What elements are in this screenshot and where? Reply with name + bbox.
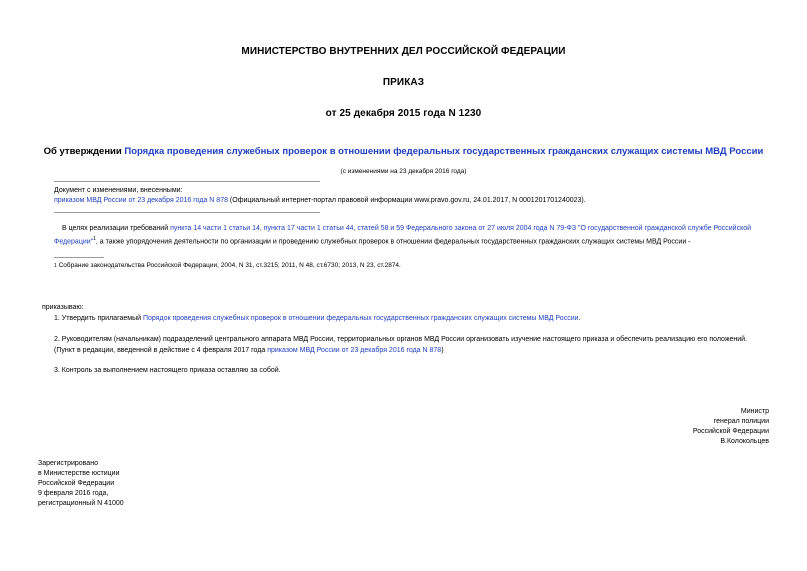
date-number: от 25 декабря 2015 года N 1230 <box>325 108 482 119</box>
amended-note: (с изменениями на 23 декабря 2016 года) <box>340 168 467 175</box>
item1-prefix: 1. Утвердить прилагаемый <box>54 315 143 322</box>
preamble-intro: В целях реализации требований <box>62 225 171 232</box>
item2-note-suffix: ) <box>441 347 444 354</box>
order-item-1 <box>54 314 774 324</box>
doc-type-heading: ПРИКАЗ <box>382 77 425 88</box>
changes-line2 <box>54 196 774 206</box>
preamble-rest: , а также упорядочения деятельности по организации и проведению служебных проверок в отношении федеральных государственных гражданских служащих системы МВД России - <box>95 238 691 246</box>
doc-title <box>0 146 807 157</box>
ministry-heading: МИНИСТЕРСТВО ВНУТРЕННИХ ДЕЛ РОССИЙСКОЙ ФЕДЕРАЦИИ <box>241 46 566 57</box>
registration-line-4: 9 февраля 2016 года, <box>38 490 109 497</box>
item2-note-prefix: (Пункт в редакции, введенной в действие с 4 февраля 2017 года <box>54 347 268 354</box>
order-item-2: 2. Руководителям (начальникам) подразделений центрального аппарата МВД России, территориальных органов МВД России организовать изучение настоящего приказа и обеспечить реализацию его положений. <box>54 336 748 343</box>
footnote-marker: 1 <box>54 263 57 269</box>
preamble <box>54 224 774 247</box>
signature-line-1: Министр <box>740 408 769 415</box>
signature-line-3: Российской Федерации <box>692 428 769 435</box>
signature-line-2: генерал полиции <box>713 418 769 425</box>
footnote-rule <box>54 257 104 258</box>
order-item-3: 3. Контроль за выполнением настоящего приказа оставляю за собой. <box>54 367 281 374</box>
title-prefix: Об утверждении <box>43 146 125 157</box>
order-item-2-note <box>54 346 774 356</box>
footnote-text: Собрание законодательства Российской Федерации, 2004, N 31, ст.3215; 2011, N 48, ст.6730; 2013, N 23, ст.2874. <box>56 262 401 269</box>
item1-suffix: . <box>578 315 581 322</box>
prikazyvayu: приказываю: <box>42 304 84 311</box>
item1-link[interactable]: Порядок проведения служебных проверок в отношении федеральных государственных гражданских служащих системы МВД России <box>142 315 579 322</box>
changes-rest: (Официальный интернет-портал правовой информации www.pravo.gov.ru, 24.01.2017, N 0001201701240023). <box>227 197 586 204</box>
preamble-footnote-ref[interactable]: 1 <box>93 236 96 242</box>
registration-line-2: в Министерстве юстиции <box>38 470 120 477</box>
registration-line-5: регистрационный N 41000 <box>38 500 124 507</box>
title-link[interactable]: Порядка проведения служебных проверок в отношении федеральных государственных гражданских служащих системы МВД России <box>124 146 764 157</box>
signature-block <box>560 407 769 447</box>
signature-line-4: В.Колокольцев <box>720 438 769 445</box>
preamble-law-link[interactable]: пункта 14 части 1 статьи 14, пункта 17 части 1 статьи 44, статей 58 и 59 Федерального закона от 27 июля 2004 года N 79-ФЗ "О государственной гражданской службе Российской Федерации" <box>54 225 752 246</box>
changes-line1: Документ с изменениями, внесенными: <box>54 187 183 194</box>
footnote <box>54 261 774 271</box>
registration-line-3: Российской Федерации <box>38 480 115 487</box>
changes-top-rule <box>54 181 320 182</box>
changes-bottom-rule <box>54 212 320 213</box>
registration-line-1: Зарегистрировано <box>38 460 98 467</box>
changes-link[interactable]: приказом МВД России от 23 декабря 2016 года N 878 <box>54 197 228 204</box>
registration-block <box>38 459 238 509</box>
item2-note-link[interactable]: приказом МВД России от 23 декабря 2016 года N 878 <box>267 347 442 354</box>
